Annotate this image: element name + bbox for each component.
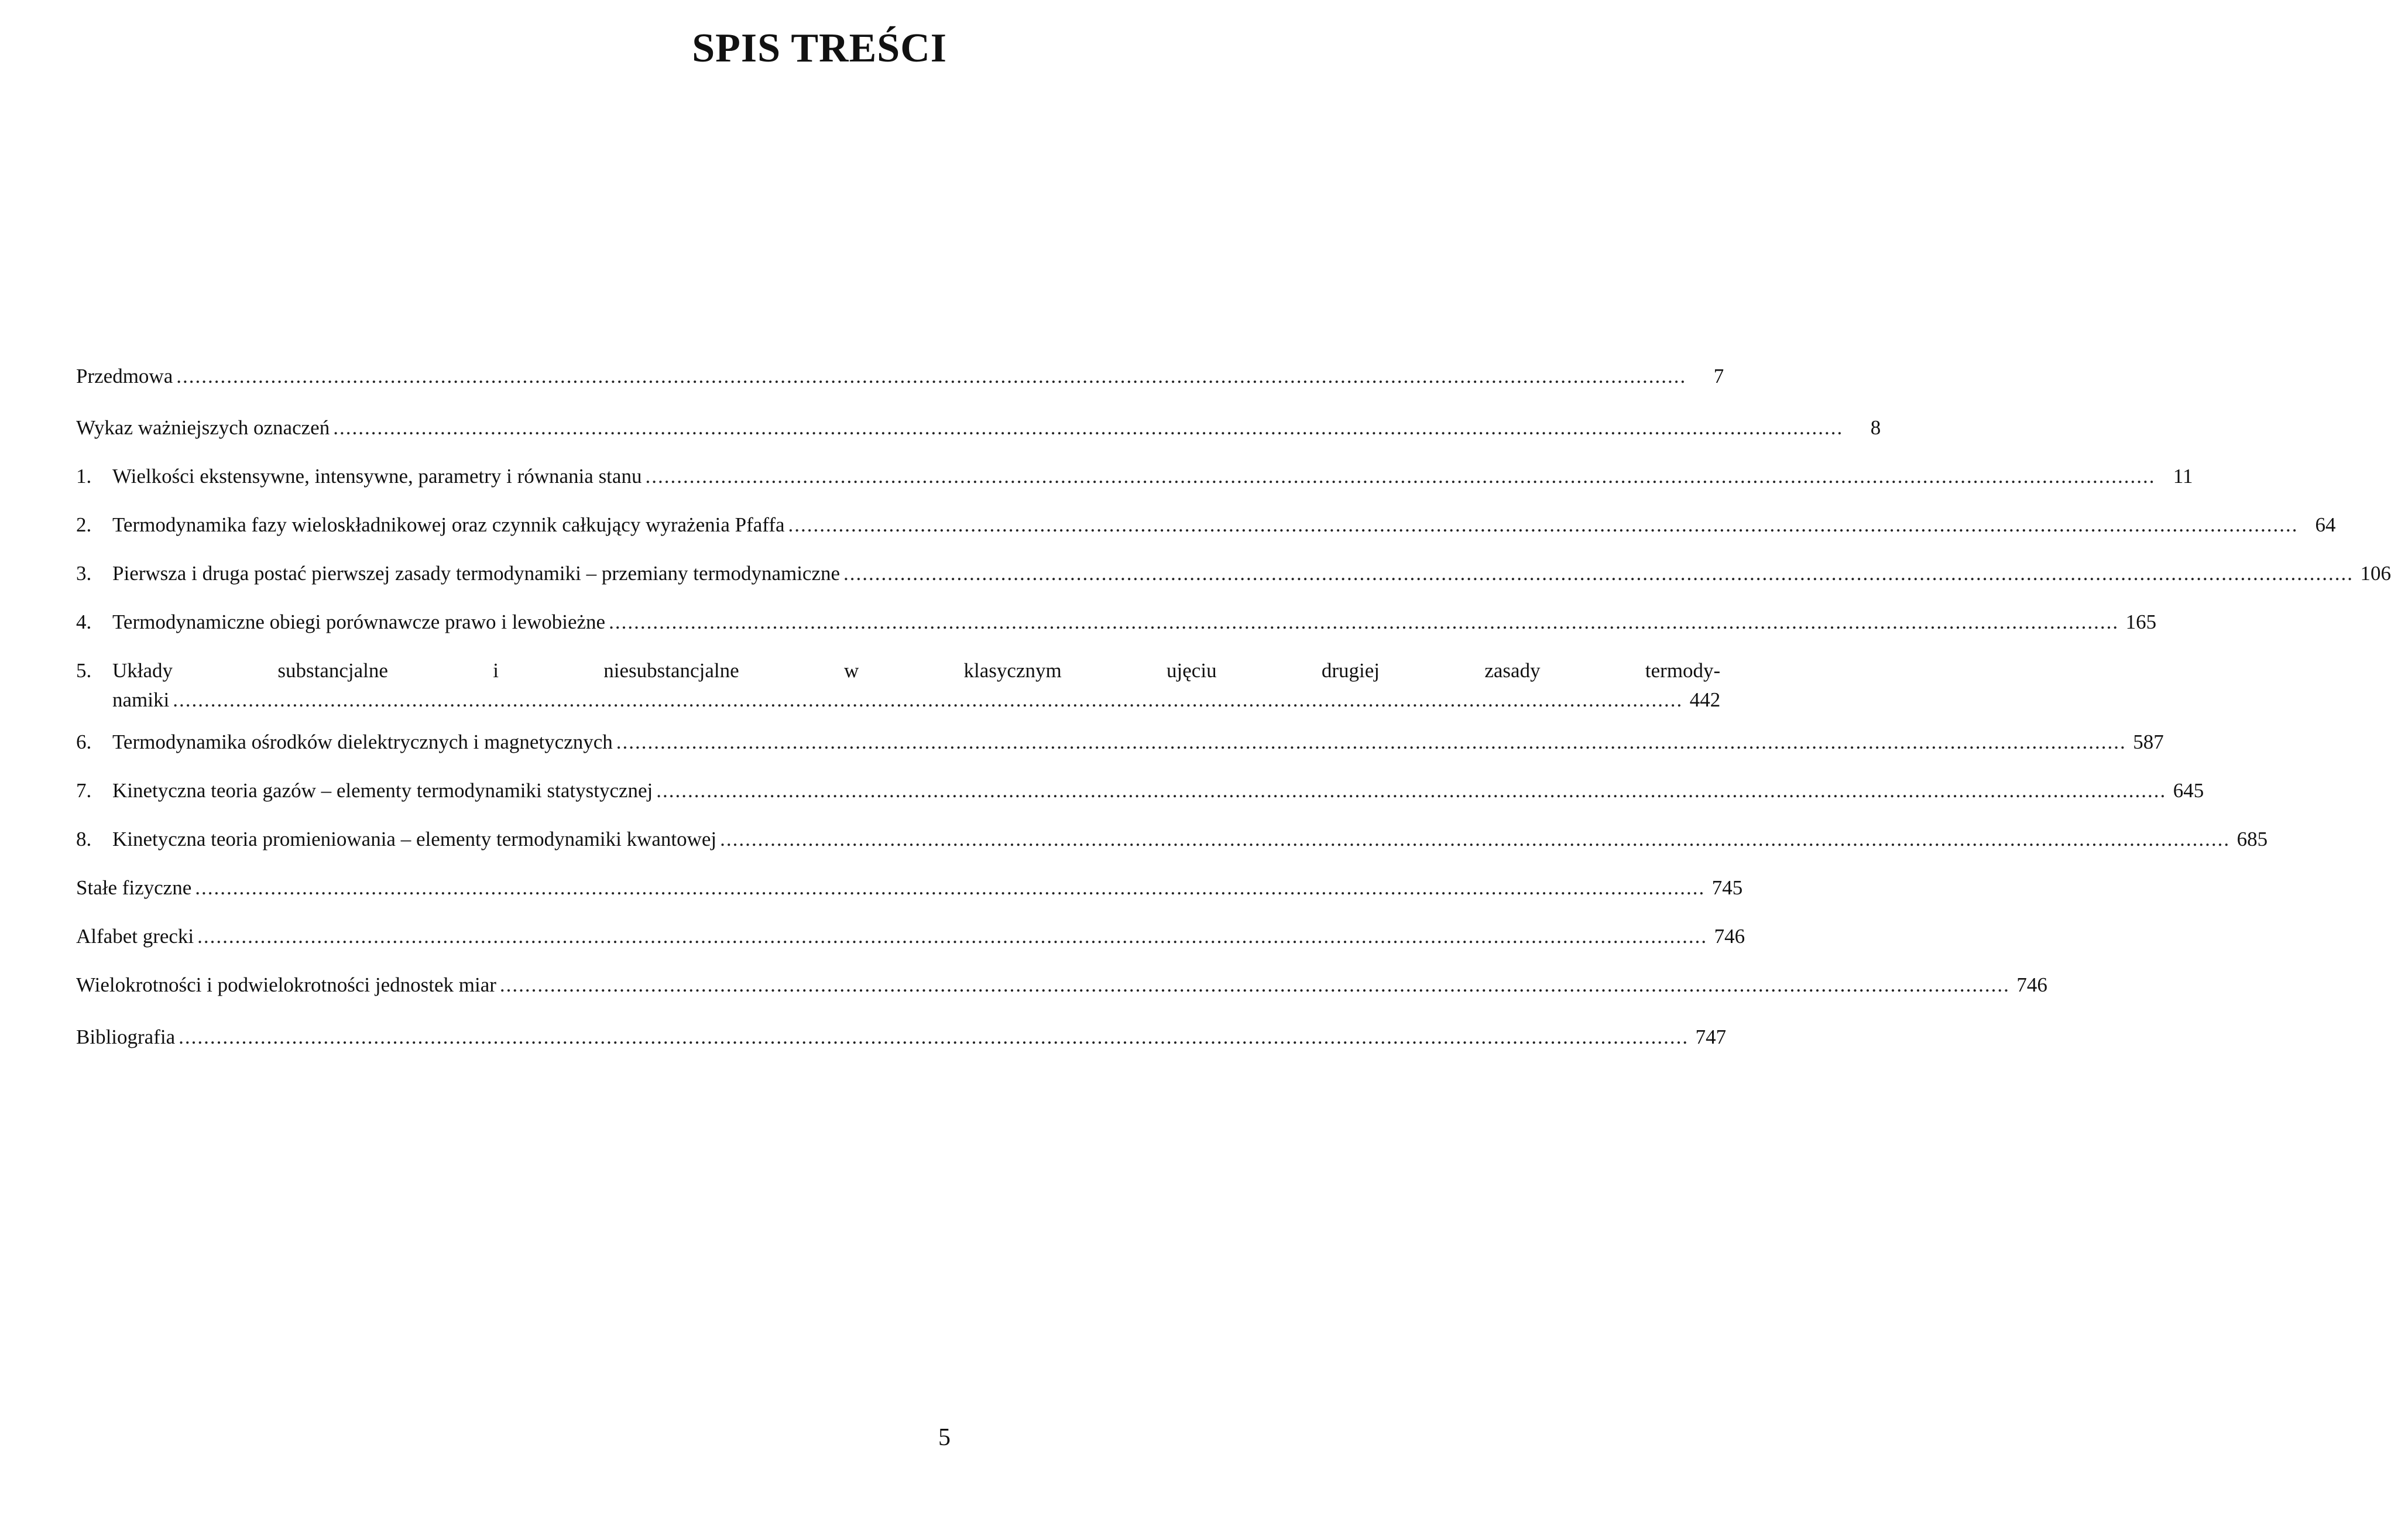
toc-entry-number: 6.: [76, 730, 92, 753]
dot-leader: [179, 1023, 1689, 1052]
toc-entry-chapter-5[interactable]: [76, 656, 1721, 715]
toc-entry-title: Alfabet grecki: [76, 925, 194, 948]
dot-leader: [788, 510, 2299, 540]
toc-entry-chapter-7[interactable]: [76, 776, 2204, 805]
toc-entry-number: 1.: [76, 465, 92, 488]
dot-leader: [333, 413, 1843, 443]
toc-entry-page: 587: [2133, 730, 2164, 753]
toc-entry-page: 442: [1689, 688, 1721, 711]
toc-entry-chapter-1[interactable]: [76, 462, 2193, 491]
toc-entry-title: Termodynamiczne obiegi porównawcze prawo i lewobieżne: [112, 610, 606, 633]
dot-leader: [500, 970, 2010, 1000]
toc-entry-bibliografia[interactable]: [76, 1023, 1727, 1052]
dot-leader: [176, 362, 1686, 391]
toc-entry-title: Kinetyczna teoria gazów – elementy termodynamiki statystycznej: [112, 779, 653, 802]
dot-leader: [645, 462, 2155, 491]
dot-leader: [173, 685, 1683, 715]
toc-entry-number: 3.: [76, 562, 92, 585]
dot-leader: [720, 825, 2230, 854]
toc-entry-title: Pierwsza i druga postać pierwszej zasady termodynamiki – przemiany termodynamiczne: [112, 562, 841, 585]
toc-entry-chapter-3[interactable]: [76, 559, 2391, 588]
toc-entry-title: Bibliografia: [76, 1025, 176, 1048]
toc-entry-title: Termodynamika ośrodków dielektrycznych i magnetycznych: [112, 730, 613, 753]
dot-leader: [843, 559, 2354, 588]
dot-leader: [616, 728, 2126, 757]
toc-entry-page: 746: [1714, 925, 1745, 948]
toc-entry-page: 165: [2125, 610, 2157, 633]
toc-entry-page: 746: [2016, 973, 2047, 996]
dot-leader: [197, 922, 1707, 951]
toc-entry-page: 645: [2173, 779, 2204, 802]
dot-leader: [609, 608, 2119, 637]
toc-entry-number: 7.: [76, 779, 92, 802]
toc-entry-chapter-4[interactable]: [76, 608, 2157, 637]
toc-entry-chapter-6[interactable]: [76, 728, 2164, 757]
toc-entry-chapter-2[interactable]: [76, 510, 2336, 540]
toc-entry-title: Wykaz ważniejszych oznaczeń: [76, 416, 330, 439]
page-title: SPIS TREŚCI: [692, 26, 947, 71]
toc-entry-chapter-8[interactable]: [76, 825, 2268, 854]
toc-entry-page: 7: [1713, 365, 1724, 387]
toc-entry-title-line2: namiki: [112, 688, 170, 711]
toc-entry-page: 106: [2360, 562, 2391, 585]
toc-entry-number: 5.: [76, 659, 92, 682]
toc-entry-page: 745: [1711, 876, 1743, 899]
toc-entry-wielokrotnosci[interactable]: [76, 970, 2047, 1000]
toc-entry-title: Przedmowa: [76, 365, 173, 387]
toc-entry-oznaczenia[interactable]: [76, 413, 1881, 443]
toc-entry-title: Termodynamika fazy wieloskładnikowej oraz czynnik całkujący wyrażenia Pfaffa: [112, 513, 785, 536]
toc-entry-page: 747: [1695, 1025, 1727, 1048]
page-number: 5: [938, 1424, 951, 1451]
toc-entry-page: 685: [2236, 828, 2268, 850]
toc-entry-title-line1: Układy substancjalne i niesubstancjalne w klasycznym ujęciu drugiej zasady termody-: [112, 659, 1721, 682]
toc-entry-title: Stałe fizyczne: [76, 876, 192, 899]
toc-entry-number: 2.: [76, 513, 92, 536]
toc-entry-page: 11: [2173, 465, 2193, 488]
toc-entry-stale-fizyczne[interactable]: [76, 873, 1743, 903]
toc-entry-page: 8: [1870, 416, 1881, 439]
dot-leader: [656, 776, 2166, 805]
dot-leader: [195, 873, 1705, 903]
toc-entry-przedmowa[interactable]: [76, 362, 1724, 391]
toc-entry-title: Wielokrotności i podwielokrotności jednostek miar: [76, 973, 496, 996]
toc-entry-page: 64: [2315, 513, 2336, 536]
toc-entry-number: 8.: [76, 828, 92, 850]
toc-entry-alfabet-grecki[interactable]: [76, 922, 1745, 951]
toc-entry-number: 4.: [76, 610, 92, 633]
toc-entry-title: Wielkości ekstensywne, intensywne, parametry i równania stanu: [112, 465, 642, 488]
toc-entry-title: Kinetyczna teoria promieniowania – elementy termodynamiki kwantowej: [112, 828, 717, 850]
